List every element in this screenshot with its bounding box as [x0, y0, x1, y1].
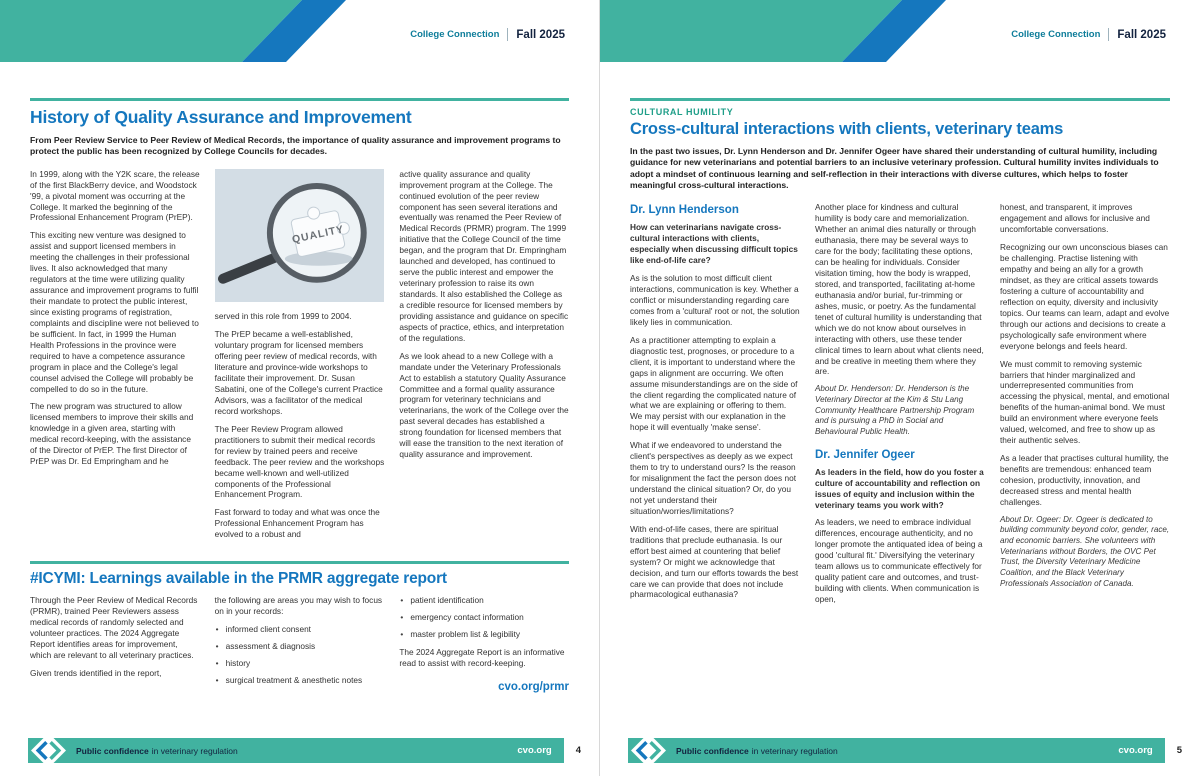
- article-icymi-prmr: [30, 561, 569, 693]
- article-cultural-humility: [630, 98, 1170, 612]
- body-paragraph: Given trends identified in the report,: [30, 667, 162, 678]
- article1-column-3: [399, 169, 569, 548]
- prmr-report-link[interactable]: cvo.org/prmr: [498, 680, 570, 693]
- footer-website: cvo.org: [517, 745, 552, 756]
- masthead-divider: [507, 28, 508, 41]
- article-title: #ICYMI: Learnings available in the PRMR aggregate report: [30, 570, 447, 588]
- cvo-logo-icon: [31, 733, 66, 768]
- body-paragraph: As a leader that practises cultural humility, the benefits are tremendous: enhanced team cohesion, productivity, innovation, and decreased stress and mental health challenges.: [1000, 453, 1169, 507]
- body-paragraph: As we look ahead to a new College with a mandate under the Veterinary Professionals Act to establish a statutory Quality Assurance Committee and a formal quality assurance program for veterinary technicians and veterinarians, the work of the College over the past several decades has established a strong foundation for licensed members that will ease the transition to the next iteration of quality assurance and improvement.: [399, 350, 569, 460]
- body-paragraph: honest, and transparent, it improves engagement and allows for inclusive and uncomfortable conversations.: [1000, 202, 1150, 235]
- list-item: • informed client consent: [215, 624, 385, 635]
- footer-tagline-bold: Public confidence: [676, 745, 749, 756]
- footer-bar: [28, 738, 564, 763]
- article-deck: From Peer Review Service to Peer Review of Medical Records, the importance of quality assurance and improvement programs to protect the public has been recognized by College Councils for decades.: [30, 135, 561, 157]
- article-title: History of Quality Assurance and Improvement: [30, 107, 412, 127]
- article1-column-1: [30, 169, 200, 548]
- ogeer-bio: About Dr. Ogeer: Dr. Ogeer is dedicated to building community beyond color, gender, race, and economic barriers. She volunteers with Veterinarians without Borders, the OVC Pet Trust, the Diversity Veterinary Medicine Coalition, and the Black Veterinary Professionals Association of Canada.: [1000, 514, 1170, 588]
- interview-column-1: [630, 202, 800, 612]
- focus-areas-list: [215, 624, 385, 686]
- body-paragraph: served in this role from 1999 to 2004.: [214, 311, 352, 322]
- body-paragraph: The 2024 Aggregate Report is an informative read to assist with record-keeping.: [399, 647, 565, 668]
- focus-areas-list-continued: [399, 595, 569, 640]
- masthead: [1011, 28, 1166, 41]
- interview-column-2: [815, 202, 985, 612]
- body-paragraph: This exciting new venture was designed to assist and support licensed members in meeting the challenges in their professional lives. It also acknowledged that many regulators at the time were utilizing quality assurance and improvement programs to fulfil their mandate to protect the public interest, since existing programs of registration, complaints and discipline were not believed to be sufficient. In fact, in 1999 the Human Health Professions in the province were required to have a competence assurance program in place and the College's legal counsel advised the College will probably be compelled to do so in the future.: [30, 230, 199, 394]
- section-rule: [630, 98, 1170, 101]
- body-paragraph: The Peer Review Program allowed practitioners to submit their medical records for review by trained peers and receive feedback. The peer review and the workshops became well-known and well-utilized components of the Professional Enhancement Program.: [214, 423, 385, 500]
- body-paragraph: The new program was structured to allow licensed members to improve their skills and knowledge in a given area, starting with medical record-keeping, with the assistance of the Director of PrEP. The first Director of PrEP was Dr. Ed Empringham and he: [30, 401, 194, 467]
- footer-tagline: [676, 746, 838, 756]
- section-rule: [30, 561, 569, 564]
- page-header: [600, 0, 1200, 62]
- page-header: [0, 0, 599, 62]
- issue-label: Fall 2025: [516, 28, 565, 41]
- body-paragraph: Fast forward to today and what was once the Professional Enhancement Program has evolved to a robust and: [214, 507, 380, 540]
- masthead-divider: [1108, 28, 1109, 41]
- body-paragraph: As leaders, we need to embrace individual differences, encourage authenticity, and no longer promote the antiquated idea of being a good 'cultural fit.' Diversifying the veterinary team allows us to communicate effectively for quality patient care and outcomes, and trust-building with clients. When communication is open,: [815, 517, 983, 605]
- publication-name: College Connection: [1011, 29, 1101, 40]
- person-heading-ogeer: Dr. Jennifer Ogeer: [815, 448, 915, 461]
- body-paragraph: The PrEP became a well-established, voluntary program for licensed members offering peer review of medical records, with literature and province-wide workshops to facilitate their improvement. Dr. Susan Sabatini, one of the College's current Practice Advisors, was a facilitator of the medical record workshops.: [214, 329, 383, 416]
- body-paragraph: Recognizing our own unconscious biases can be challenging. Practise listening with empathy and being an ally for a growth mindset, as they are critical assets towards fostering a culture of accountability and reflection on equity, diversity and inclusivity topics. Our teams can learn, adapt and evolve through our actions and decisions to create a psychologically safe environment where everyone belongs and feels heard.: [1000, 242, 1170, 351]
- body-paragraph: We must commit to removing systemic barriers that hinder marginalized and underrepresented communities from accessing the physical, mental, and emotional benefits of the human-animal bond. We must build an environment where everyone feels valued, welcomed, and free to show up as their authentic selves.: [1000, 358, 1170, 446]
- page-number: 5: [1176, 745, 1182, 756]
- page-footer: [28, 738, 581, 763]
- body-paragraph: What if we endeavored to understand the client's perspectives as deeply as we expect them to try to understand ours? Is the reason for misalignment the fact the person does not understand the clinical situation? Or, do you not yet understand their situation/worries/limitations?: [630, 440, 797, 516]
- body-paragraph: With end-of-life cases, there are spiritual traditions that preclude euthanasia. Is our effort best aimed at countering that belief system? Or might we acknowledge that decision, and turn our efforts towards the best care we can provide that does not include pharmacological euthanasia?: [630, 523, 799, 600]
- interview-column-3: [1000, 202, 1170, 612]
- masthead: [410, 28, 565, 41]
- footer-tagline-rest: in veterinary regulation: [151, 745, 238, 756]
- section-eyebrow: CULTURAL HUMILITY: [630, 107, 734, 117]
- body-paragraph: As is the solution to most difficult client interactions, communication is key. Whether a conflict or misunderstanding regarding care comes from a 'cultural' root or not, the solution likely lies in communication.: [630, 273, 800, 327]
- article-title: Cross-cultural interactions with clients, veterinary teams: [630, 120, 1064, 138]
- quality-label: QUALITY: [290, 223, 346, 246]
- list-item: • surgical treatment & anesthetic notes: [215, 675, 385, 686]
- issue-label: Fall 2025: [1117, 28, 1166, 41]
- list-item: • emergency contact information: [399, 612, 569, 623]
- article2-column-2: [215, 595, 385, 693]
- list-item: • patient identification: [399, 595, 569, 606]
- article2-column-1: [30, 595, 200, 693]
- footer-tagline-rest: in veterinary regulation: [751, 745, 838, 756]
- article2-column-3: [399, 595, 569, 693]
- quality-magnifier-photo: [215, 169, 385, 303]
- list-item: • history: [215, 658, 385, 669]
- footer-tagline-bold: Public confidence: [76, 745, 149, 756]
- list-item: • assessment & diagnosis: [215, 641, 385, 652]
- page-number: 4: [575, 745, 581, 756]
- body-paragraph: Another place for kindness and cultural humility is body care and memorialization. Whether an animal dies naturally or through euthanasia, there may be several ways to care for the body; facilitating these options, can be healing for individuals. Consider visitation timing, how the body is wrapped, stored, and transported, facilitating at-home euthanasia and/or burial, fur-trimming or ashes, music, or poetry. As the fundamental tenet of cultural humility is understanding that which we do not know about ourselves in interacting with others, use these tender clinical times to learn about what clients need, and be creative in meeting them where they are.: [815, 202, 984, 377]
- section-rule: [30, 98, 569, 101]
- body-paragraph: active quality assurance and quality improvement program at the College. The continued evolution of the peer review component has seen several iterations and eventually was renamed the Peer Review of Medical Records (PRMR) program. The 1999 initiative that the College Council of the time began, and the program that Dr. Empringham launched and developed, has continued to serve the public interest and empower the veterinary profession to raise its own standards. It also established the College as a credible resource for licensed members by providing assistance and guidance on specific aspects of practice, ethics, and interpretation of the regulations.: [399, 168, 569, 343]
- publication-name: College Connection: [410, 29, 500, 40]
- list-item: • master problem list & legibility: [399, 629, 569, 640]
- interview-question: How can veterinarians navigate cross-cultural interactions with clients, especially when discussing difficult topics like end-of-life care?: [630, 222, 798, 266]
- footer-tagline: [76, 746, 238, 756]
- magnifying-glass-puzzle-illustration: [215, 169, 385, 303]
- body-paragraph: Through the Peer Review of Medical Records (PRMR), trained Peer Reviewers assess medical records of randomly selected and volunteer practices. The 2024 Aggregate Report identifies areas for improvement, which are relevant to all veterinary practices.: [30, 595, 198, 660]
- body-paragraph: In 1999, along with the Y2K scare, the release of the first BlackBerry device, and Woodstock '99, a pivotal moment was occurring at the College. It marked the beginning of the Professional Enhancement Program (PrEP).: [30, 168, 200, 223]
- page-5: [600, 0, 1200, 776]
- article-quality-assurance: [30, 98, 569, 547]
- article1-column-2: [215, 169, 385, 548]
- person-heading-henderson: Dr. Lynn Henderson: [630, 204, 739, 217]
- cvo-logo-icon: [631, 733, 666, 768]
- page-footer: [628, 738, 1182, 763]
- henderson-bio: About Dr. Henderson: Dr. Henderson is the Veterinary Director at the Kim & Stu Lang Community Healthcare Partnership Program and is pursuing a PhD in Social and Behavioural Public Health.: [815, 384, 975, 437]
- interview-question: As leaders in the field, how do you foster a culture of accountability and reflection on issues of equity and inclusion within the veterinary teams you work with?: [815, 466, 984, 510]
- article-deck: In the past two issues, Dr. Lynn Henderson and Dr. Jennifer Ogeer have shared their understanding of cultural humility, including guidance for new veterinarians and potential barriers to an inclusive veterinary profession. Cultural humility invites individuals to adopt a mindset of continuous learning and self-reflection in their interactions with diverse cultures, which helps to foster meaningful cross-cultural interactions.: [630, 146, 1159, 191]
- footer-bar: [628, 738, 1165, 763]
- body-paragraph: As a practitioner attempting to explain a diagnostic test, prognoses, or procedure to a client, it is important to understand where the gaps in alignment are occurring. We often assume misunderstandings are on the side of the client regarding the complicated nature of what we are explaining or offering to them. We may persist with our explanation in the hope it will eventually 'make sense'.: [630, 334, 798, 433]
- body-paragraph: the following are areas you may wish to focus on in your records:: [214, 595, 383, 617]
- footer-website: cvo.org: [1118, 745, 1153, 756]
